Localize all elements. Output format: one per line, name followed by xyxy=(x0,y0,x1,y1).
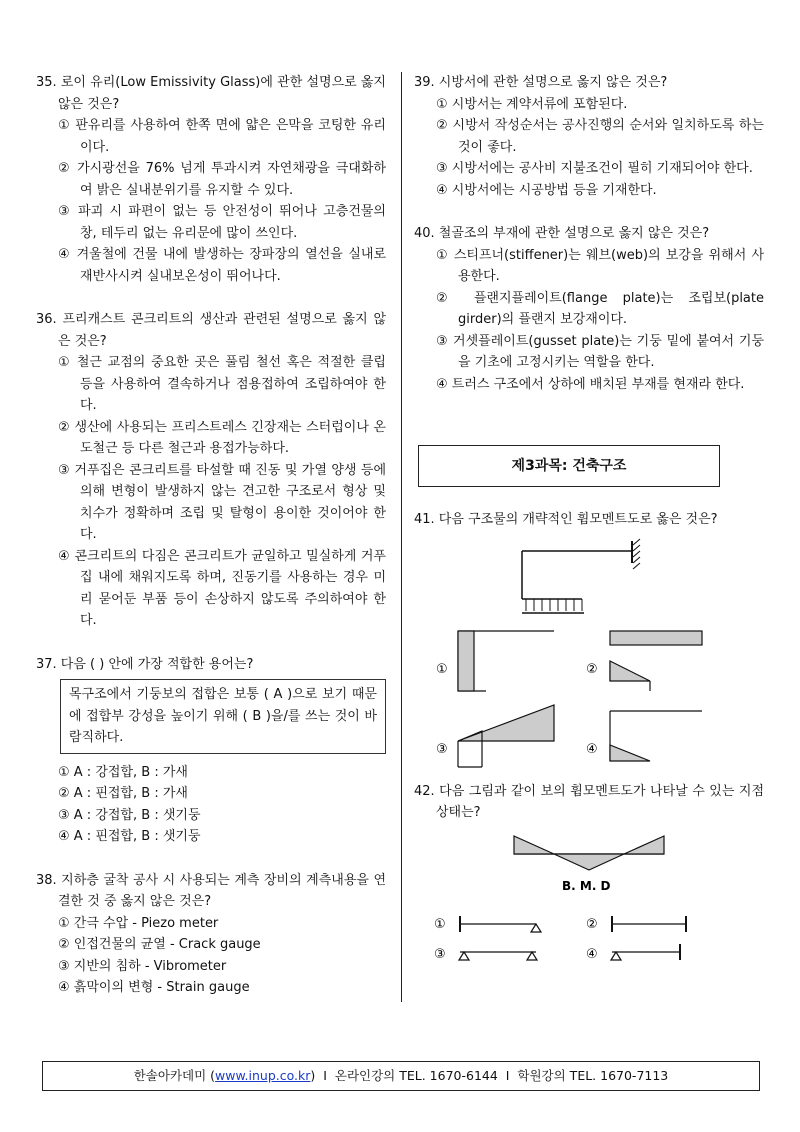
option-1: ① 판유리를 사용하여 한쪽 면에 얇은 은막을 코팅한 유리이다. xyxy=(58,118,386,155)
q42-option-1-support xyxy=(460,916,541,932)
option-1: ① 스티프너(stiffener)는 웨브(web)의 보강을 위해서 사용한다. xyxy=(436,247,764,284)
option-4: ④ 흙막이의 변형 - Strain gauge xyxy=(58,980,250,995)
option-1: ① 시방서는 계약서류에 포함된다. xyxy=(436,96,628,112)
option-4: ④ 시방서에는 시공방법 등을 기재한다. xyxy=(436,182,657,198)
option-3: ③ 파괴 시 파편이 없는 등 안전성이 뛰어나 고층건물의 창, 테두리 없는 유리문에 많이 쓰인다. xyxy=(58,204,386,241)
question-stem: 38. 지하층 굴착 공사 시 사용되는 계측 장비의 계측내용을 연결한 것 중 옳지 않은 것은? xyxy=(36,872,386,909)
q41-figure xyxy=(414,531,764,771)
question-41 xyxy=(414,509,764,771)
option-4: ④ 겨울철에 건물 내에 발생하는 장파장의 열선을 실내로 재반사시켜 실내보온성이 뛰어나다. xyxy=(58,247,386,284)
section-title: 제3과목: 건축구조 xyxy=(418,445,720,487)
option-2: ② 생산에 사용되는 프리스트레스 긴장재는 스터럽이나 온도철근 등 다른 철근과 용접가능하다. xyxy=(58,419,386,456)
option-1: ① 간극 수압 - Piezo meter xyxy=(58,915,219,931)
q42-label-3: ③ xyxy=(434,946,446,962)
question-stem: 37. 다음 ( ) 안에 가장 적합한 용어는? xyxy=(36,656,254,672)
option-3: ③ 거셋플레이트(gusset plate)는 기둥 밑에 붙여서 기둥을 기초에 고정시키는 역할을 한다. xyxy=(436,333,764,370)
q41-label-3: ③ xyxy=(436,741,448,757)
question-37 xyxy=(36,654,386,848)
left-column xyxy=(36,72,386,1009)
option-3: ③ 시방서에는 공사비 지불조건이 필히 기재되어야 한다. xyxy=(436,161,753,176)
question-40 xyxy=(414,223,764,395)
option-2: ② 가시광선을 76% 넘게 투과시켜 자연채광을 극대화하여 밝은 실내분위기를 유지할 수 있다. xyxy=(58,161,386,198)
option-2: ② 시방서 작성순서는 공사진행의 순서와 일치하도록 하는 것이 좋다. xyxy=(436,118,764,155)
q41-option-4-diagram xyxy=(610,711,702,761)
q41-label-2: ② xyxy=(586,661,598,677)
q42-option-3-support xyxy=(459,952,537,960)
q42-label-2: ② xyxy=(586,916,598,932)
question-stem: 39. 시방서에 관한 설명으로 옳지 않은 것은? xyxy=(414,75,668,90)
footer-separator: I xyxy=(323,1068,327,1083)
option-2: ② 플랜지플레이트(flange plate)는 조립보(plate girder)의 플랜지 보강재이다. xyxy=(436,290,764,327)
option-2: ② A : 핀접합, B : 가새 xyxy=(58,786,188,801)
academy-name: 한솔아카데미 xyxy=(133,1068,207,1083)
q41-structure xyxy=(522,539,640,613)
q41-label-1: ① xyxy=(436,661,448,677)
footer: 한솔아카데미 (www.inup.co.kr) I 온라인강의 TEL. 1670-6144 I 학원강의 TEL. 1670-7113 xyxy=(42,1061,760,1091)
q42-label-4: ④ xyxy=(586,946,598,962)
question-38 xyxy=(36,870,386,999)
option-4: ④ 트러스 구조에서 상하에 배치된 부재를 현재라 한다. xyxy=(436,376,745,392)
column-divider xyxy=(401,72,402,1002)
q41-option-2-diagram xyxy=(610,631,702,691)
online-tel: 온라인강의 TEL. 1670-6144 xyxy=(334,1068,498,1083)
question-36 xyxy=(36,309,386,632)
option-3: ③ 지반의 침하 - Vibrometer xyxy=(58,958,227,974)
question-35 xyxy=(36,72,386,287)
right-column xyxy=(414,72,764,974)
q41-option-3-diagram xyxy=(458,705,554,767)
q42-figure xyxy=(414,824,764,964)
question-stem: 41. 다음 구조물의 개략적인 휨모멘트도로 옳은 것은? xyxy=(414,512,718,527)
q42-bmd xyxy=(514,836,664,870)
question-stem: 36. 프리캐스트 콘크리트의 생산과 관련된 설명으로 옳지 않은 것은? xyxy=(36,312,386,349)
q42-option-4-support xyxy=(611,944,680,960)
academy-url-link[interactable]: www.inup.co.kr xyxy=(215,1068,311,1083)
question-stem: 35. 로이 유리(Low Emissivity Glass)에 관한 설명으로 옳지 않은 것은? xyxy=(36,75,386,112)
q41-label-4: ④ xyxy=(586,741,598,757)
option-1: ① 철근 교점의 중요한 곳은 풀림 철선 혹은 적절한 클립 등을 사용하여 결속하거나 점용접하여 조립하여야 한다. xyxy=(58,355,386,413)
q42-option-2-support xyxy=(612,916,686,932)
option-4: ④ 콘크리트의 다짐은 콘크리트가 균일하고 밀실하게 거푸집 내에 채워지도록 하며, 진동기를 사용하는 경우 미리 묻어둔 부품 등이 손상하지 않도록 주의하여야 한다. xyxy=(58,548,386,628)
q41-option-1-diagram xyxy=(458,631,554,691)
question-stem: 42. 다음 그림과 같이 보의 휨모멘트도가 나타날 수 있는 지점상태는? xyxy=(414,783,764,820)
question-42 xyxy=(414,781,764,964)
option-4: ④ A : 핀접합, B : 샛기둥 xyxy=(58,829,201,844)
option-1: ① A : 강접합, B : 가새 xyxy=(58,764,188,780)
option-2: ② 인접건물의 균열 - Crack gauge xyxy=(58,937,261,952)
option-3: ③ A : 강접합, B : 샛기둥 xyxy=(58,807,201,823)
question-box: 목구조에서 기둥보의 접합은 보통 ( A )으로 보기 때문에 접합부 강성을 높이기 위해 ( B )을/를 쓰는 것이 바람직하다. xyxy=(60,679,386,754)
bmd-label: B. M. D xyxy=(562,878,611,893)
q42-label-1: ① xyxy=(434,916,446,932)
option-3: ③ 거푸집은 콘크리트를 타설할 때 진동 및 가열 양생 등에 의해 변형이 발생하지 않는 견고한 구조로서 형상 및 치수가 정확하며 조립 및 탈형이 용이한 것이어야 한다. xyxy=(58,462,386,542)
question-stem: 40. 철골조의 부재에 관한 설명으로 옳지 않은 것은? xyxy=(414,226,710,241)
footer-separator: I xyxy=(505,1068,510,1083)
question-39 xyxy=(414,72,764,201)
offline-tel: 학원강의 TEL. 1670-7113 xyxy=(517,1068,669,1083)
